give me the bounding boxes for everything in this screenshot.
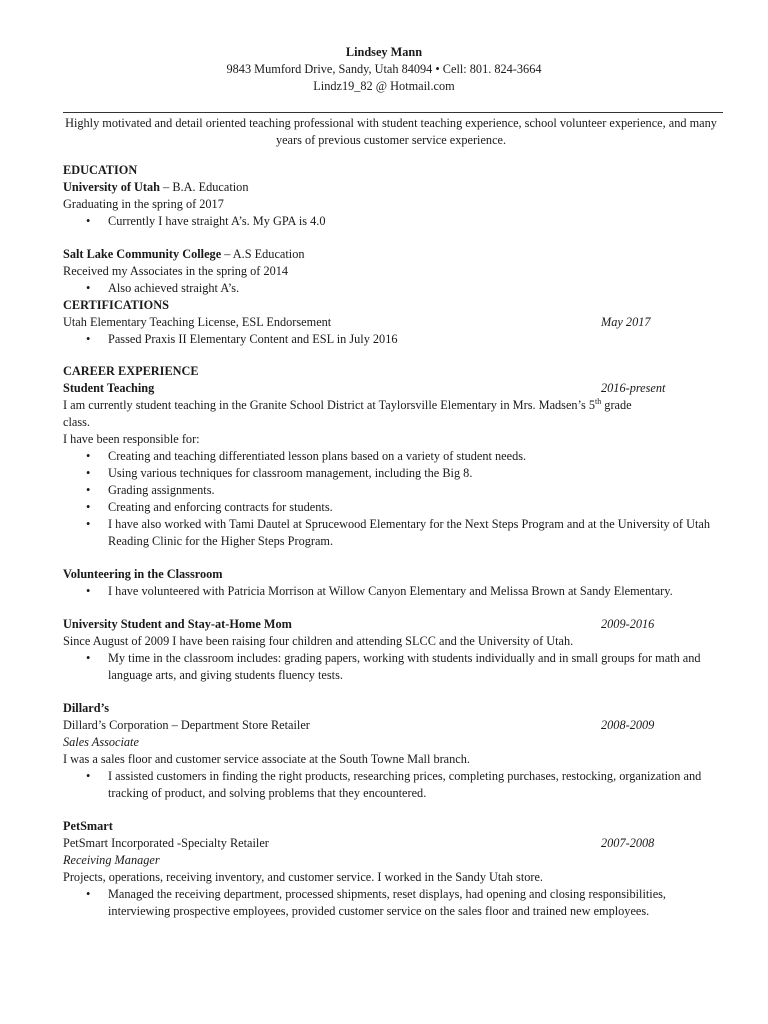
education-uofu-grad: Graduating in the spring of 2017 (63, 197, 224, 211)
bullet-icon: • (86, 651, 91, 665)
bullet-icon: • (86, 466, 91, 480)
list-item: • Passed Praxis II Elementary Content and ESL in July 2016 (86, 332, 398, 346)
job-role: Sales Associate (63, 735, 139, 749)
education-uofu-bullets (63, 213, 727, 230)
job-title: University Student and Stay-at-Home Mom (63, 617, 292, 631)
education-slcc-grad: Received my Associates in the spring of 2014 (63, 264, 289, 278)
responsibilities-label: I have been responsible for: (63, 432, 200, 446)
contact-email: Lindz19_82 @ Hotmail.com (313, 79, 455, 93)
job-title: Volunteering in the Classroom (63, 567, 223, 581)
bullet-icon: • (86, 332, 91, 346)
certification-date: May 2017 (601, 315, 651, 329)
job-title-row (63, 380, 727, 397)
degree: – B.A. Education (160, 180, 249, 194)
list-item: • I assisted customers in finding the right products, researching prices, completing purchases, restocking, organization and tracking of product, and solving problems that they encountered. (86, 769, 702, 800)
bullet-icon: • (86, 584, 91, 598)
list-item: • Creating and enforcing contracts for students. (86, 500, 333, 514)
contact-address: 9843 Mumford Drive, Sandy, Utah 84094 • Cell: 801. 824-3664 (226, 62, 542, 76)
spacer (63, 802, 727, 818)
volunteering-bullets (63, 583, 727, 600)
job-title: Student Teaching (63, 381, 155, 395)
job-title: Dillard’s (63, 701, 109, 715)
list-item: • I have also worked with Tami Dautel at Sprucewood Elementary for the Next Steps Program and at the University of Utah Reading Clinic for the Higher Steps Program. (86, 517, 710, 548)
bullet-icon: • (86, 500, 91, 514)
bullet-icon: • (86, 517, 91, 531)
list-item: • I have volunteered with Patricia Morrison at Willow Canyon Elementary and Melissa Brown at Sandy Elementary. (86, 584, 673, 598)
job-description: Projects, operations, receiving inventory, and customer service. I worked in the Sandy Utah store. (63, 870, 544, 884)
bullet-icon: • (86, 887, 91, 901)
company-row (63, 717, 727, 734)
spacer (63, 684, 727, 700)
school-name: University of Utah (63, 180, 161, 194)
list-item: • My time in the classroom includes: grading papers, working with students individually and in small groups for math and language arts, and giving students fluency tests. (86, 651, 701, 682)
job-title: PetSmart (63, 819, 113, 833)
certifications-heading: CERTIFICATIONS (63, 298, 169, 312)
certification-bullets (63, 331, 727, 348)
job-description: I am currently student teaching in the Granite School District at Taylorsville Elementary in Mrs. Madsen’s 5th grade (63, 396, 632, 412)
job-description: Since August of 2009 I have been raising four children and attending SLCC and the University of Utah. (63, 634, 574, 648)
spacer (63, 550, 727, 566)
dillards-bullets (63, 768, 727, 802)
summary-text: Highly motivated and detail oriented teaching professional with student teaching experience, school volunteer experience, and many years of previous customer service experience. (65, 116, 717, 147)
education-slcc-bullets (63, 280, 727, 297)
list-item: • Creating and teaching differentiated lesson plans based on a variety of student needs. (86, 449, 527, 463)
spacer (63, 230, 727, 246)
degree: – A.S Education (221, 247, 305, 261)
student-teaching-bullets (63, 448, 727, 550)
bullet-icon: • (86, 483, 91, 497)
job-date: 2007-2008 (601, 836, 655, 850)
job-role: Receiving Manager (63, 853, 160, 867)
list-item: • Grading assignments. (86, 483, 215, 497)
resume-header (0, 44, 768, 95)
company-name: PetSmart Incorporated -Specialty Retailer (63, 836, 269, 850)
job-description-cont: class. (63, 415, 90, 429)
spacer (63, 600, 727, 616)
bullet-icon: • (86, 769, 91, 783)
job-date: 2009-2016 (601, 617, 655, 631)
education-heading: EDUCATION (63, 163, 138, 177)
certification-license: Utah Elementary Teaching License, ESL Endorsement (63, 315, 332, 329)
bullet-icon: • (86, 281, 91, 295)
school-name: Salt Lake Community College (63, 247, 222, 261)
spacer (63, 348, 727, 363)
list-item: • Currently I have straight A’s. My GPA is 4.0 (86, 214, 326, 228)
bullet-icon: • (86, 449, 91, 463)
education-slcc-line (63, 246, 727, 263)
job-date: 2016-present (601, 381, 666, 395)
bullet-icon: • (86, 214, 91, 228)
education-uofu-line (63, 179, 727, 196)
resume-body (63, 162, 727, 920)
job-date: 2008-2009 (601, 718, 655, 732)
header-divider (63, 112, 723, 113)
job-title-row (63, 616, 727, 633)
company-name: Dillard’s Corporation – Department Store Retailer (63, 718, 310, 732)
list-item: • Also achieved straight A’s. (86, 281, 240, 295)
candidate-name: Lindsey Mann (345, 45, 423, 59)
petsmart-bullets (63, 886, 727, 920)
list-item: • Managed the receiving department, processed shipments, reset displays, had opening and closing responsibilities, interviewing prospective employees, provided customer service on the sales floor and trained new employees. (86, 887, 667, 918)
list-item: • Using various techniques for classroom management, including the Big 8. (86, 466, 473, 480)
mom-bullets (63, 650, 727, 684)
job-description: I was a sales floor and customer service associate at the South Towne Mall branch. (63, 752, 470, 766)
career-heading: CAREER EXPERIENCE (63, 364, 199, 378)
certification-row (63, 314, 727, 331)
company-row (63, 835, 727, 852)
